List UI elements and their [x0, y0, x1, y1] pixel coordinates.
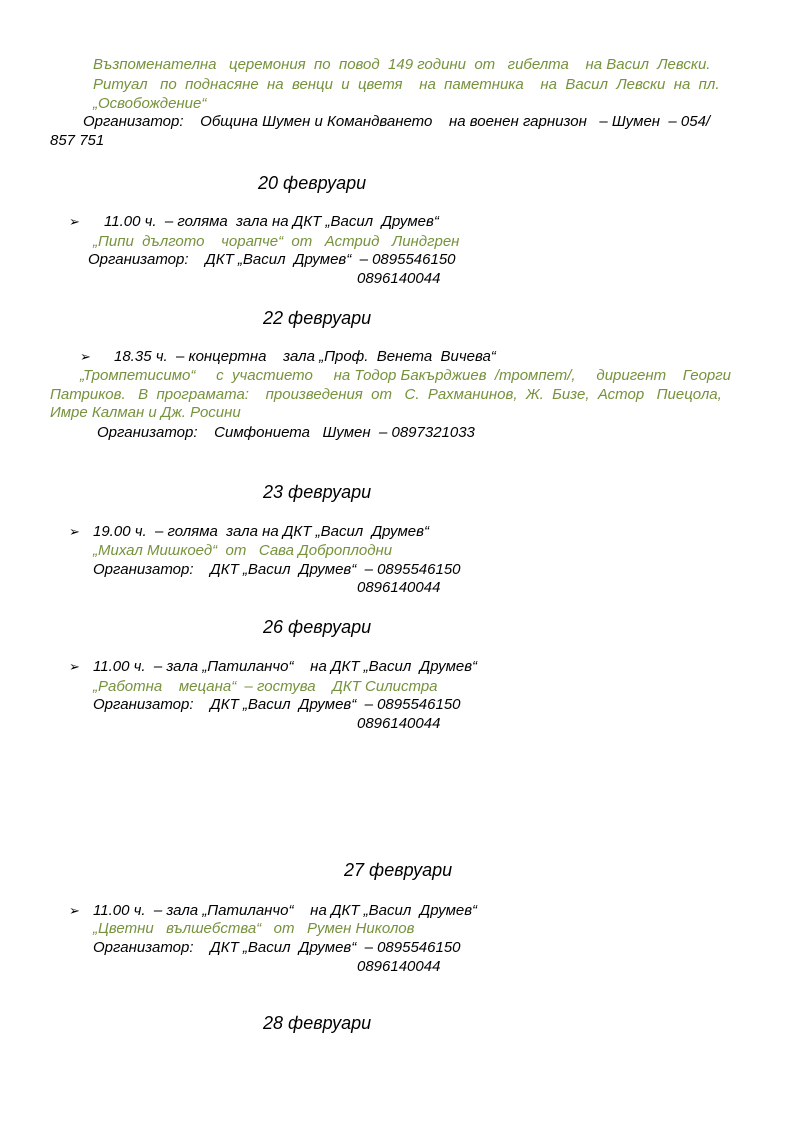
intro-line-1: Възпоменателна церемония по повод 149 години от гибелта на Васил Левски. — [93, 56, 711, 73]
bullet-arrow-icon: ➢ — [69, 524, 80, 539]
event-organizer-27: Организатор: ДКТ „Васил Друмев“ – 0895546150 — [93, 939, 461, 956]
bullet-arrow-icon: ➢ — [69, 903, 80, 918]
bullet-arrow-icon: ➢ — [80, 349, 91, 364]
event-phone2-20: 0896140044 — [357, 270, 441, 287]
intro-organizer-phone: 857 751 — [50, 132, 105, 149]
event-organizer-22: Организатор: Симфониета Шумен – 0897321033 — [97, 424, 475, 441]
event-title-27: „Цветни вълшебства“ от Румен Николов — [93, 920, 415, 937]
intro-line-2: Ритуал по поднасяне на венци и цветя на паметника на Васил Левски на пл. — [93, 76, 720, 93]
event-title-23: „Михал Мишкоед“ от Сава Доброплодни — [93, 542, 393, 559]
event-time-22: 18.35 ч. – концертна зала „Проф. Венета Вичева“ — [114, 348, 496, 365]
intro-organizer: Организатор: Община Шумен и Командването на военен гарнизон – Шумен – 054/ — [83, 113, 711, 130]
date-heading-22: 22 февруари — [263, 308, 372, 328]
event-organizer-26: Организатор: ДКТ „Васил Друмев“ – 0895546150 — [93, 696, 461, 713]
event-organizer-23: Организатор: ДКТ „Васил Друмев“ – 0895546150 — [93, 561, 461, 578]
event-title-26: „Работна мецана“ – гостува ДКТ Силистра — [93, 678, 438, 695]
event-desc-22-line-2: Патриков. В програмата: произведения от С. Рахманинов, Ж. Бизе, Астор Пиецола, — [50, 386, 722, 403]
event-phone2-26: 0896140044 — [357, 715, 441, 732]
event-time-27: 11.00 ч. – зала „Патиланчо“ на ДКТ „Васил Друмев“ — [93, 902, 478, 919]
date-heading-23: 23 февруари — [263, 482, 372, 502]
date-heading-20: 20 февруари — [258, 173, 367, 193]
bullet-arrow-icon: ➢ — [69, 659, 80, 674]
event-time-23: 19.00 ч. – голяма зала на ДКТ „Васил Друмев“ — [93, 523, 429, 540]
date-heading-26: 26 февруари — [263, 617, 372, 637]
event-desc-22-line-3: Имре Калман и Дж. Росини — [50, 404, 241, 421]
date-heading-28: 28 февруари — [263, 1013, 372, 1033]
event-phone2-27: 0896140044 — [357, 958, 441, 975]
event-time-26: 11.00 ч. – зала „Патиланчо“ на ДКТ „Васил Друмев“ — [93, 658, 478, 675]
event-organizer-20: Организатор: ДКТ „Васил Друмев“ – 0895546150 — [88, 251, 456, 268]
date-heading-27: 27 февруари — [344, 860, 453, 880]
bullet-arrow-icon: ➢ — [69, 214, 80, 229]
event-title-20: „Пипи дългото чорапче“ от Астрид Линдгрен — [93, 233, 460, 250]
intro-line-3: „Освобождение“ — [93, 95, 207, 112]
event-desc-22-line-1: „Тромпетисимо“ с участието на Тодор Бакърджиев /тромпет/, диригент Георги — [80, 367, 731, 384]
event-phone2-23: 0896140044 — [357, 579, 441, 596]
event-time-20: 11.00 ч. – голяма зала на ДКТ „Васил Друмев“ — [104, 213, 439, 230]
